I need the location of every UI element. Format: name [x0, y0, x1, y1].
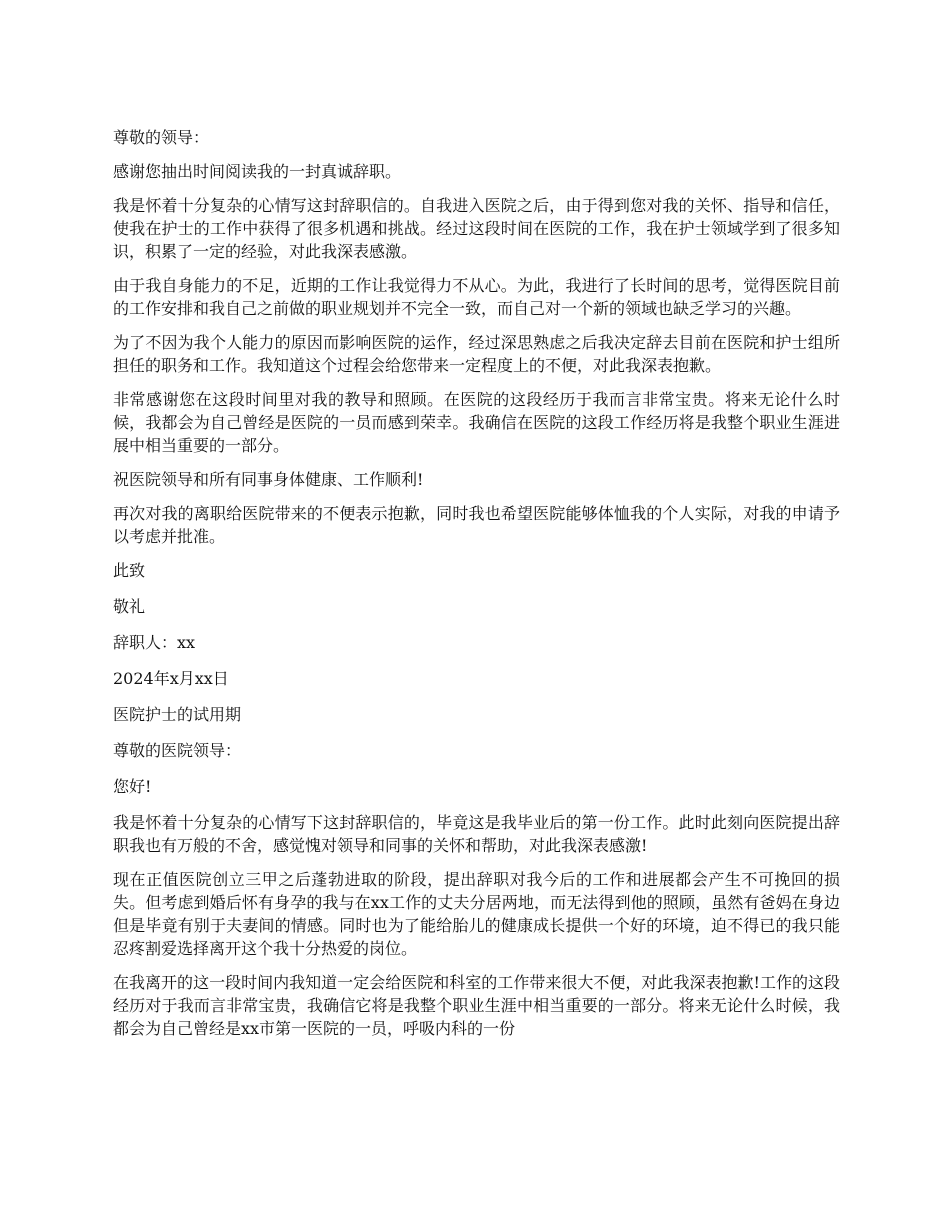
body-paragraph: 再次对我的离职给医院带来的不便表示抱歉，同时我也希望医院能够体恤我的个人实际，对我的申请予以考虑并批准。	[113, 504, 840, 546]
signature-line: 辞职人：xx	[113, 633, 196, 652]
greeting: 您好!	[113, 777, 152, 796]
closing-line: 敬礼	[113, 597, 146, 616]
resignation-letter-document	[113, 126, 840, 1051]
section-heading: 医院护士的试用期	[113, 705, 242, 724]
body-paragraph: 我是怀着十分复杂的心情写下这封辞职信的，毕竟这是我毕业后的第一份工作。此时此刻向医院提出辞职我也有万般的不舍，感觉愧对领导和同事的关怀和帮助，对此我深表感激!	[113, 813, 840, 855]
body-paragraph: 现在正值医院创立三甲之后蓬勃进取的阶段，提出辞职对我今后的工作和进展都会产生不可挽回的损失。但考虑到婚后怀有身孕的我与在xx工作的丈夫分居两地，而无法得到他的照顾，虽然有爸妈在身边但是毕竟有别于夫妻间的情感。同时也为了能给胎儿的健康成长提供一个好的环境，迫不得已的我只能忍疼割爱选择离开这个我十分热爱的岗位。	[113, 870, 840, 958]
salutation: 尊敬的医院领导：	[113, 741, 242, 760]
body-paragraph: 由于我自身能力的不足，近期的工作让我觉得力不从心。为此，我进行了长时间的思考，觉得医院目前的工作安排和我自己之前做的职业规划并不完全一致，而自己对一个新的领域也缺乏学习的兴趣。	[113, 276, 840, 318]
body-paragraph: 我是怀着十分复杂的心情写这封辞职信的。自我进入医院之后，由于得到您对我的关怀、指导和信任，使我在护士的工作中获得了很多机遇和挑战。经过这段时间在医院的工作，我在护士领域学到了很多知识，积累了一定的经验，对此我深表感激。	[113, 196, 840, 261]
body-paragraph: 为了不因为我个人能力的原因而影响医院的运作，经过深思熟虑之后我决定辞去目前在医院和护士组所担任的职务和工作。我知道这个过程会给您带来一定程度上的不便，对此我深表抱歉。	[113, 333, 840, 375]
body-paragraph: 感谢您抽出时间阅读我的一封真诚辞职。	[113, 162, 402, 181]
closing-line: 此致	[113, 561, 146, 580]
body-paragraph: 非常感谢您在这段时间里对我的教导和照顾。在医院的这段经历于我而言非常宝贵。将来无论什么时候，我都会为自己曾经是医院的一员而感到荣幸。我确信在医院的这段工作经历将是我整个职业生涯进展中相当重要的一部分。	[113, 390, 840, 455]
date-line: 2024年x月xx日	[113, 669, 229, 688]
salutation: 尊敬的领导：	[113, 128, 210, 147]
body-paragraph: 在我离开的这一段时间内我知道一定会给医院和科室的工作带来很大不便，对此我深表抱歉!工作的这段经历对于我而言非常宝贵，我确信它将是我整个职业生涯中相当重要的一部分。将来无论什么时候，我都会为自己曾经是xx市第一医院的一员，呼吸内科的一份	[113, 973, 840, 1038]
body-paragraph: 祝医院领导和所有同事身体健康、工作顺利!	[113, 470, 424, 489]
